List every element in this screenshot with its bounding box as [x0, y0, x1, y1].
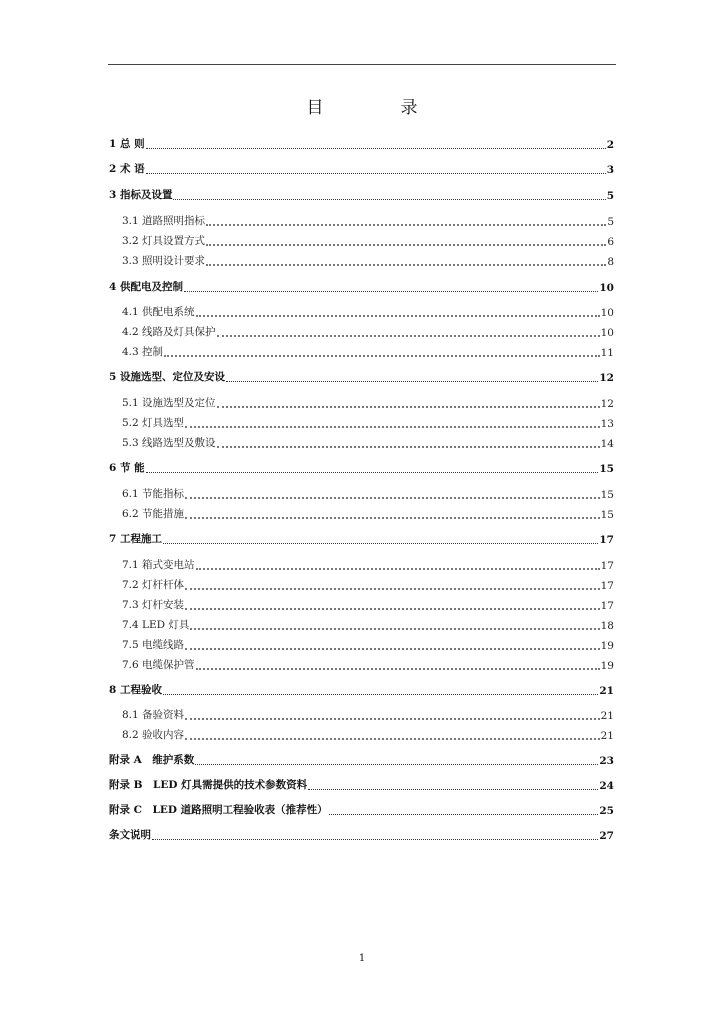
toc-entry-label: 附录 C LED 道路照明工程验收表（推荐性） — [109, 804, 328, 816]
toc-entry-label: 附录 B LED 灯具需提供的技术参数资料 — [109, 779, 308, 791]
toc-entry-label: 4.3 控制 — [122, 346, 164, 358]
toc-entry-page: 10 — [600, 327, 614, 339]
toc-entry-label: 7.5 电缆线路 — [122, 639, 185, 651]
toc-section-entry[interactable] — [122, 507, 614, 521]
toc-entry-label: 3.3 照明设计要求 — [122, 255, 206, 267]
toc-section-entry[interactable] — [122, 638, 614, 652]
toc-chapter-entry[interactable] — [109, 461, 614, 475]
toc-entry-page: 17 — [600, 560, 614, 572]
dot-leader — [184, 280, 598, 292]
toc-section-entry[interactable] — [122, 658, 614, 672]
dot-leader — [185, 416, 600, 428]
dot-leader — [173, 188, 605, 200]
toc-entry-label: 2 术 语 — [109, 163, 145, 175]
toc-entry-page: 19 — [600, 640, 614, 652]
dot-leader — [185, 487, 600, 499]
toc-chapter-entry[interactable] — [109, 532, 614, 546]
toc-entry-label: 7.6 电缆保护管 — [122, 659, 195, 671]
toc-entry-page: 21 — [600, 730, 614, 742]
dot-leader — [196, 305, 600, 317]
toc-entry-label: 3 指标及设置 — [109, 189, 173, 201]
toc-entry-page: 21 — [600, 710, 614, 722]
dot-leader — [185, 507, 600, 519]
toc-entry-label: 7.2 灯杆杆体 — [122, 579, 185, 591]
toc-section-entry[interactable] — [122, 578, 614, 592]
dot-leader — [308, 778, 598, 790]
dot-leader — [206, 234, 606, 246]
toc-entry-label: 3.2 灯具设置方式 — [122, 235, 206, 247]
toc-entry-page: 11 — [600, 347, 614, 359]
toc-entry-page: 10 — [600, 307, 614, 319]
toc-entry-label: 6 节 能 — [109, 462, 145, 474]
toc-chapter-entry[interactable] — [109, 280, 614, 294]
toc-section-entry[interactable] — [122, 558, 614, 572]
dot-leader — [185, 578, 600, 590]
toc-entry-page: 17 — [600, 600, 614, 612]
dot-leader — [185, 598, 600, 610]
dot-leader — [146, 137, 606, 149]
toc-chapter-entry[interactable] — [109, 828, 614, 842]
toc-section-entry[interactable] — [122, 728, 614, 742]
toc-section-entry[interactable] — [122, 234, 614, 248]
toc-entry-label: 8 工程验收 — [109, 684, 162, 696]
toc-chapter-entry[interactable] — [109, 778, 614, 792]
toc-section-entry[interactable] — [122, 305, 614, 319]
toc-entry-page: 24 — [599, 780, 614, 792]
toc-entry-page: 5 — [607, 216, 614, 228]
toc-entry-label: 条文说明 — [109, 829, 151, 841]
toc-section-entry[interactable] — [122, 708, 614, 722]
toc-entry-page: 18 — [600, 620, 614, 632]
toc-entry-page: 6 — [607, 236, 614, 248]
toc-section-entry[interactable] — [122, 396, 614, 410]
dot-leader — [217, 325, 600, 337]
toc-chapter-entry[interactable] — [109, 803, 614, 817]
toc-section-entry[interactable] — [122, 487, 614, 501]
dot-leader — [217, 396, 600, 408]
toc-entry-label: 7 工程施工 — [109, 533, 162, 545]
toc-section-entry[interactable] — [122, 618, 614, 632]
toc-entry-page: 13 — [600, 418, 614, 430]
toc-entry-page: 5 — [606, 190, 614, 202]
dot-leader — [195, 753, 598, 765]
toc-section-entry[interactable] — [122, 436, 614, 450]
toc-chapter-entry[interactable] — [109, 162, 614, 176]
toc-chapter-entry[interactable] — [109, 683, 614, 697]
dot-leader — [206, 214, 606, 226]
toc-entry-label: 附录 A 维护系数 — [109, 754, 195, 766]
toc-entry-page: 17 — [600, 580, 614, 592]
toc-entry-label: 1 总 则 — [109, 138, 145, 150]
toc-entry-page: 17 — [599, 534, 614, 546]
toc-section-entry[interactable] — [122, 254, 614, 268]
dot-leader — [164, 345, 600, 357]
dot-leader — [185, 728, 600, 740]
toc-entry-label: 4 供配电及控制 — [109, 281, 183, 293]
toc-entry-page: 27 — [599, 830, 614, 842]
toc-entry-label: 6.1 节能指标 — [122, 488, 185, 500]
toc-entry-page: 8 — [607, 256, 614, 268]
dot-leader — [185, 638, 600, 650]
dot-leader — [226, 370, 598, 382]
toc-entry-page: 19 — [600, 660, 614, 672]
dot-leader — [146, 162, 606, 174]
toc-entry-label: 5.1 设施选型及定位 — [122, 397, 216, 409]
toc-entry-page: 15 — [599, 463, 614, 475]
toc-entry-label: 5 设施选型、定位及安设 — [109, 371, 225, 383]
toc-entry-page: 23 — [599, 755, 614, 767]
toc-chapter-entry[interactable] — [109, 137, 614, 151]
toc-entry-label: 4.1 供配电系统 — [122, 306, 195, 318]
toc-entry-label: 5.2 灯具选型 — [122, 417, 185, 429]
toc-entry-page: 12 — [600, 398, 614, 410]
toc-entry-page: 15 — [600, 509, 614, 521]
toc-chapter-entry[interactable] — [109, 753, 614, 767]
toc-entry-page: 25 — [599, 805, 614, 817]
dot-leader — [206, 254, 606, 266]
toc-entry-label: 7.4 LED 灯具 — [122, 619, 190, 631]
toc-section-entry[interactable] — [122, 598, 614, 612]
dot-leader — [146, 461, 599, 473]
dot-leader — [152, 828, 598, 840]
toc-chapter-entry[interactable] — [109, 188, 614, 202]
dot-leader — [217, 436, 600, 448]
toc-section-entry[interactable] — [122, 345, 614, 359]
toc-entry-page: 15 — [600, 489, 614, 501]
toc-entry-page: 12 — [599, 372, 614, 384]
toc-section-entry[interactable] — [122, 214, 614, 228]
toc-entry-label: 6.2 节能措施 — [122, 508, 185, 520]
page-number: 1 — [358, 953, 366, 964]
toc-section-entry[interactable] — [122, 416, 614, 430]
toc-entry-label: 8.1 备验资料 — [122, 709, 185, 721]
dot-leader — [163, 532, 598, 544]
toc-entry-page: 14 — [600, 438, 614, 450]
page-title: 目 录 — [306, 98, 448, 118]
dot-leader — [163, 683, 598, 695]
toc-entry-page: 10 — [599, 282, 614, 294]
toc-entry-label: 5.3 线路选型及敷设 — [122, 437, 216, 449]
toc-entry-page: 3 — [606, 164, 614, 176]
toc-entry-label: 7.3 灯杆安装 — [122, 599, 185, 611]
toc-entry-label: 7.1 箱式变电站 — [122, 559, 195, 571]
dot-leader — [190, 618, 599, 630]
dot-leader — [196, 658, 600, 670]
toc-entry-page: 21 — [599, 685, 614, 697]
dot-leader — [185, 708, 600, 720]
toc-section-entry[interactable] — [122, 325, 614, 339]
toc-entry-label: 4.2 线路及灯具保护 — [122, 326, 216, 338]
toc-entry-label: 8.2 验收内容 — [122, 729, 185, 741]
dot-leader — [196, 558, 600, 570]
toc-entry-label: 3.1 道路照明指标 — [122, 215, 206, 227]
dot-leader — [329, 803, 599, 815]
toc-entry-page: 2 — [606, 139, 614, 151]
toc-chapter-entry[interactable] — [109, 370, 614, 384]
